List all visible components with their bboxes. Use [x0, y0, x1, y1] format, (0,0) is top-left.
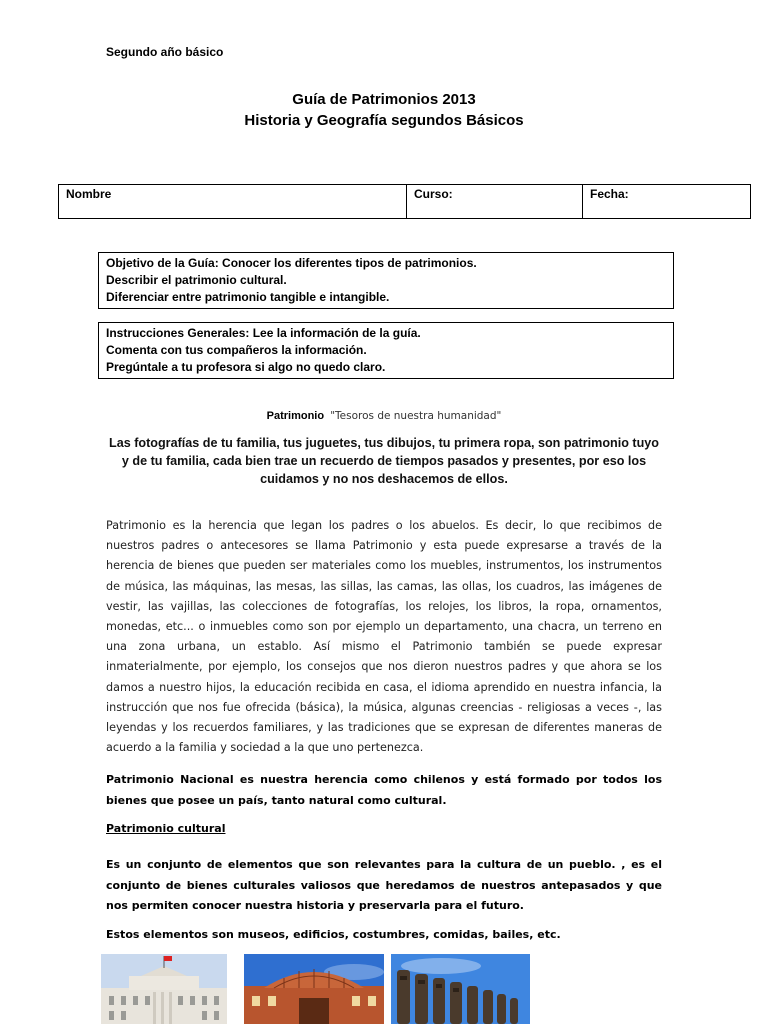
patrimonio-nacional-paragraph: Patrimonio Nacional es nuestra herencia como chilenos y está formado por todos los bienes que posee un país, tanto natural como cultural.: [106, 773, 662, 807]
moai-photo: [391, 954, 530, 1024]
instructions-line: Instrucciones Generales: Lee la información de la guía.: [106, 326, 421, 340]
objective-line: Diferenciar entre patrimonio tangible e intangible.: [106, 290, 390, 304]
course-cell[interactable]: [407, 185, 583, 219]
patrimonio-cultural-paragraph: Es un conjunto de elementos que son relevantes para la cultura de un pueblo. , es el conjunto de bienes culturales valiosos que heredamos de nuestros antepasados y que nos permiten conocer nuestra historia y preservarla para el futuro.: [106, 858, 662, 912]
name-cell[interactable]: [59, 185, 407, 219]
instructions-line: Comenta con tus compañeros la información.: [106, 343, 367, 357]
objective-box: [98, 252, 674, 309]
instructions-box: [98, 322, 674, 379]
station-photo: [244, 954, 384, 1024]
examples-line: Estos elementos son museos, edificios, costumbres, comidas, bailes, etc.: [106, 928, 561, 941]
intro-paragraph: Las fotografías de tu familia, tus juguetes, tus dibujos, tu primera ropa, son patrimonio tuyo y de tu familia, cada bien trae un recuerdo de tiempos pasados y presentes, por eso los cuidamos y no nos deshacemos de ellos.: [109, 436, 659, 486]
grade-label: Segundo año básico: [106, 45, 224, 59]
objective-line: Objetivo de la Guía: Conocer los diferentes tipos de patrimonios.: [106, 256, 477, 270]
guide-subtitle: Historia y Geografía segundos Básicos: [244, 112, 524, 129]
patrimonio-label: Patrimonio: [266, 410, 325, 422]
date-cell[interactable]: [583, 185, 751, 219]
instructions-line: Pregúntale a tu profesora si algo no quedo claro.: [106, 360, 386, 374]
palace-photo: [101, 954, 227, 1024]
date-label: Fecha:: [590, 187, 629, 201]
patrimonio-body-paragraph: Patrimonio es la herencia que legan los padres o los abuelos. Es decir, lo que recibimos de nuestros padres o antecesores se llama Patrimonio y esta puede expresarse a través de la herencia de bienes que pueden ser materiales como los muebles, instrumentos, los instrumentos de música, las máquinas, las mesas, las sillas, las camas, las ollas, los cuadros, las imágenes de vestir, las vajillas, las colecciones de fotografías, los relojes, los libros, la ropa, ornamentos, monedas, etc... o inmuebles como son por ejemplo un departamento, una chacra, un terreno en una zona urbana, un establo. Así mismo el Patrimonio también se puede expresar inmaterialmente, por ejemplo, los consejos que nos dieron nuestros padres y que ahora se los damos a nuestro hijos, la educación recibida en casa, el idioma aprendido en nuestra infancia, la instrucción que nos fue ofrecida (básica), la música, algunas creencias - religiosas a veces -, las leyendas y los recuerdos familiares, y las tradiciones que se expresan de diferentes maneras de acuerdo a la familia y sociedad a la que uno pertenezca.: [106, 519, 662, 755]
course-label: Curso:: [414, 187, 453, 201]
objective-line: Describir el patrimonio cultural.: [106, 273, 287, 287]
patrimonio-subtitle: "Tesoros de nuestra humanidad": [330, 410, 502, 422]
student-info-table: [58, 184, 751, 219]
patrimonio-heading: [0, 410, 768, 422]
patrimonio-cultural-heading: Patrimonio cultural: [106, 822, 226, 835]
name-label: Nombre: [66, 187, 112, 201]
guide-title: Guía de Patrimonios 2013: [292, 91, 476, 108]
